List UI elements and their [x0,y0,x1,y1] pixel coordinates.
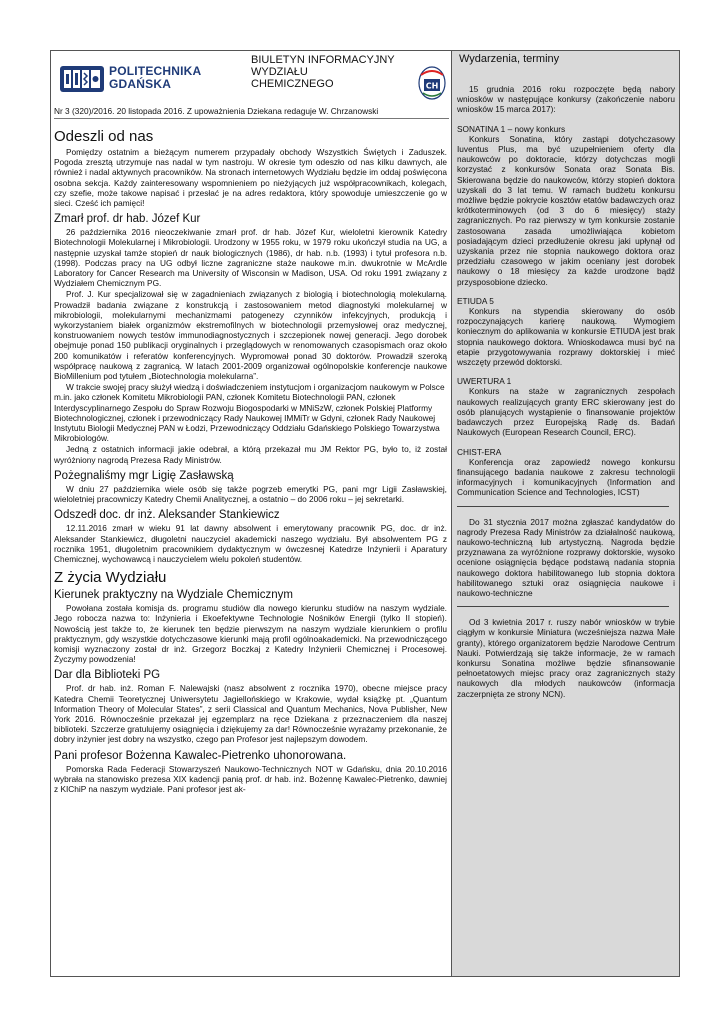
paragraph: Powołana została komisja ds. programu studiów dla nowego kierunku studiów na naszym wydziale. Jego robocza nazwa to: Inżynieria i Ekoefektywne Technologie Nośników Energii (tylko II stopień). Nowością jest także to, że kierunek ten będzie pierwszym na naszym wydziale kierunkiem o profilu praktycznym, gdy wszystkie dotychczasowe kierunki mają profil ogólnoakademicki. Na przewodniczącego komisji wyznaczony został dr inż. Grzegorz Boczkaj z Katedry Inżynierii Chemicznej i Procesowej. Życzymy powodzenia! [54,603,447,665]
sonatina-heading: SONATINA 1 – nowy konkurs [457,123,566,134]
etiuda-heading: ETIUDA 5 [457,295,494,306]
issue-line: Nr 3 (320)/2016. 20 listopada 2016. Z upoważnienia Dziekana redaguje W. Chrzanowski [54,106,449,119]
divider [457,506,669,507]
title-line-2: WYDZIAŁU [251,66,308,78]
masthead [51,51,451,103]
paragraph: Prof. J. Kur specjalizował się w zagadnieniach związanych z biologią i biotechnologią molekularną. Prowadził badania związane z konstrukcją i zastosowaniem metod diagnostyki molekularnej w mikrobiologii, molekularnymi mechanizmami patogenezy czynników infekcyjnych, produkcją i wykorzystaniem białek organizmów ekstremofilnych w biotechnologii przemysłowej oraz medycznej, konstruowaniem nowych testów immunodiagnostycznych i szczepionek nowej generacji. Jego dorobek obejmuje ponad 150 publikacji oryginalnych i przeglądowych w renomowanych czasopismach oraz około 200 komunikatów i referatów konferencyjnych. Wypromował ponad 30 doktorów. Prowadził szeroką współpracę naukową z zagranicą. W latach 2001-2009 organizował ogólnopolskie konferencje naukowe BioMillenium pod tytułem „Biotechnologia molekularna”. [54,289,447,382]
etiuda-text: Konkurs na stypendia skierowany do osób rozpoczynających karierę naukową. Wymogiem koniecznym do aplikowania w konkursie ETIUDA jest brak stopnia naukowego doktora. Wnioskodawca musi być na etapie przygotowywania rozprawy doktorskiej i mieć wszczęty przewód doktorski. [457,306,675,368]
logo-line-1: POLITECHNIKA [109,64,202,78]
prize-text: Do 31 stycznia 2017 można zgłaszać kandydatów do nagrody Prezesa Rady Ministrów za działalność naukową, naukowo-techniczną lub artystyczną. Nagroda będzie przyznawana za wyróżnione rozprawy doktorskie, wysoko ocenione osiągnięcia będące podstawą nadania stopnia naukowego doktora habilitowanego lub stopnia doktora habilitowanego sztuki oraz osiągnięcia naukowe i naukowo-techniczne [457,516,675,598]
heading-odeszli: Odeszli od nas [54,128,154,145]
sonatina-text: Konkurs Sonatina, który zastąpi dotychczasowy Iuventus Plus, ma być uzupełnieniem oferty dla naukowców po doktoracie, którzy dotychczas mogli korzystać z konkursów Sonata oraz Sonata Bis. Skierowana będzie do naukowców, którzy stopień doktora uzyskali do 3 lat temu. W ramach budżetu konkursu możliwe będzie pokrycie kosztów etatów badawczych oraz krótkoterminowych (od 3 do 6 miesięcy) staży zagranicznych. Po raz pierwszy w tym konkursie zostanie zastosowana zasada umożliwiająca kobietom posiadającym dzieci przedłużenie okresu jaki upłynął od uzyskania przez nie stopnia naukowego doktora oraz przedziału czasowego w jakim oceniany jest dorobek naukowy o 18 miesięcy za każde urodzone bądź przysposobione dziecko. [457,133,675,287]
crest-icon [59,64,105,94]
uwertura-heading: UWERTURA 1 [457,376,512,387]
heading-zaslawska: Pożegnaliśmy mgr Ligię Zasławską [54,469,234,482]
paragraph: W trakcie swojej pracy służył wiedzą i doświadczeniem instytucjom i organizacjom naukowym w Polsce m.in. jako członek Komitetu Mikrobiologii PAN, członek Komitetu Biotechnologii PAN, członek Interdyscyplinarnego Zespołu do Spraw Rozwoju Biogospodarki w MNiSzW, członek Polskiej Platformy Biotechnologicznej, członek i przewodniczący Rady Naukowej IMMiTr w Gdyni, członek Rady Naukowej Instytutu Biologii Medycznej PAN w Łodzi, Przewodniczący Oddziału Gdańskiego Polskiego Towarzystwa Mikrobiologów. [54,382,445,444]
title-line-3: CHEMICZNEGO [251,78,334,90]
paragraph: 12.11.2016 zmarł w wieku 91 lat dawny absolwent i emerytowany pracownik PG, doc. dr inż. Aleksander Stankiewicz, długoletni nauczyciel akademicki naszego wydziału. Był absolwentem PG z rocznika 1951, długoletnim pracownikiem dydaktycznym w ówczesnej Katedrze Inżynierii i Aparatury Chemicznej, wychowawcą i nauczycielem wielu pokoleń studentów. [54,523,447,564]
paragraph: W dniu 27 października wiele osób się także pogrzeb emerytki PG, pani mgr Ligii Zasławskiej, wieloletniej pracowniczy Katedry Chemii Analitycznej, a ostatnio – do 2006 roku – jej sekretarki. [54,483,447,505]
chist-era-text: Konferencja oraz zapowiedź nowego konkursu finansującego badania naukowe z zakresu technologii informacyjnych i komunikacyjnych (Information and Communication Science and Technologies, ICST) [457,456,675,498]
events-intro: 15 grudnia 2016 roku rozpoczęte będą nabory wniosków w następujące konkursy (zakończenie naboru wniosków 15 marca 2017): [457,84,675,115]
heading-kur: Zmarł prof. dr hab. Józef Kur [54,213,201,226]
articles [54,123,447,795]
heading-biblioteka: Dar dla Biblioteki PG [54,669,161,682]
chist-era-heading: CHIST-ERA [457,446,502,457]
heading-stankiewicz: Odszedł doc. dr inż. Aleksander Stankiewicz [54,509,280,522]
main-column [51,51,451,976]
bulletin-title [251,54,395,90]
divider [457,606,669,607]
paragraph: Jedną z ostatnich informacji jakie odebrał, a którą przekazał mu JM Rektor PG, było to, iż został wyróżniony nagrodą Prezesa Rady Ministrów. [54,444,447,465]
paragraph: Prof. dr hab. inż. Roman F. Nalewajski (nasz absolwent z rocznika 1970), obecne miejsce pracy Katedra Chemii Teoretycznej Uniwersytetu Jagiellońskiego w Krakowie, wydał książkę pt. „Quantum Information Theory of Molecular States”, z serii Classical and Quantum Mechanics, Nova Publisher, New York 2016. Równocześnie przekazał jej egzemplarz na ręce Dziekana z przeznaczeniem dla naszej biblioteki. Szczerze gratulujemy osiągnięcia i dziękujemy za dar! Równocześnie wyrażamy przekonanie, że dobry inżynier jest dobry na wszystko, czego pan Profesor jest najlepszym dowodem. [54,683,447,745]
heading-zycie-wydzialu: Z życia Wydziału [54,569,167,587]
events-title: Wydarzenia, terminy [459,53,560,65]
title-line-1: BIULETYN INFORMACYJNY [251,54,395,66]
heading-kierunek: Kierunek praktyczny na Wydziale Chemicznym [54,589,293,602]
heading-pietrenko: Pani profesor Bożenna Kawalec-Pietrenko uhonorowana. [54,749,347,762]
events-sidebar [451,51,679,976]
paragraph: 26 października 2016 nieoczekiwanie zmarł prof. dr hab. Józef Kur, wieloletni kierownik Katedry Biotechnologii Molekularnej i Mikrobiologii. Urodzony w 1955 roku, w 1979 roku ukończył studia na UG, a następnie uzyskał tamże stopień dr nauk biologicznych (1986), dr hab. n.b. (1993) i tytuł profesora n.b. (1998). Podczas pracy na UG odbył liczne zagraniczne staże naukowe m.in. dwukrotnie w McArdle Laboratory for Cancer Research ma University of Wisconsin w Madison, USA. Od roku 1991 związany z Wydziałem Chemicznym PG. [54,227,447,289]
logo-line-2: GDAŃSKA [109,77,172,91]
chem-logo-text: CH [425,81,439,91]
bulletin-sheet [50,50,680,977]
university-logo [59,64,229,94]
uwertura-text: Konkurs na staże w zagranicznych zespołach naukowych realizujących granty ERC skierowany jest do osób planujących wystąpienie o finansowanie projektów badawczych przez Europejską Radę ds. Badań Naukowych (European Research Council, ERC). [457,386,675,438]
faculty-chemistry-logo-icon [417,65,447,101]
university-name [109,65,201,91]
events-content [457,51,675,701]
paragraph: Pomiędzy ostatnim a bieżącym numerem przypadały obchody Wszystkich Świętych i Zaduszek. Pogoda zresztą utrzymuje nas nadal w tym nastroju. W okresie tym odeszło od nas kilku dawnych, ale również i nadal aktywnych pracowników. Na stronach internetowych Wydziału będzie im oddaj poświęcona osobna sekcja. Każdy zainteresowany wspomnieniem po nieżyjących już współpracownikach, kolegach, czy szefie, może takowe napisać i przesłać je na adres redaktora, który spowoduje umieszczenie go w sieci. Cześć ich pamięci! [54,147,447,209]
miniatura-text: Od 3 kwietnia 2017 r. ruszy nabór wniosków w trybie ciągłym w konkursie Miniatura (wcześniejsza nazwa Małe granty), którego organizatorem będzie Narodowe Centrum Nauki. Potwierdzają się także informacje, że w ramach konkursu Sonatina możliwe będzie sfinansowanie pełnoetatowych miejsc pracy oraz zagranicznych staży naukowych dla młodych naukowców (informacja zaczerpnięta ze strony NCN). [457,617,675,699]
paragraph: Pomorska Rada Federacji Stowarzyszeń Naukowo-Technicznych NOT w Gdańsku, dnia 20.10.2016 wybrała na stanowisko prezesa XIX kadencji panią prof. dr hab. inż. Bożennę Kawalec-Pietrenko, dawniej z KIChiP na naszym wydziale. Pani profesor jest ak- [54,763,447,794]
